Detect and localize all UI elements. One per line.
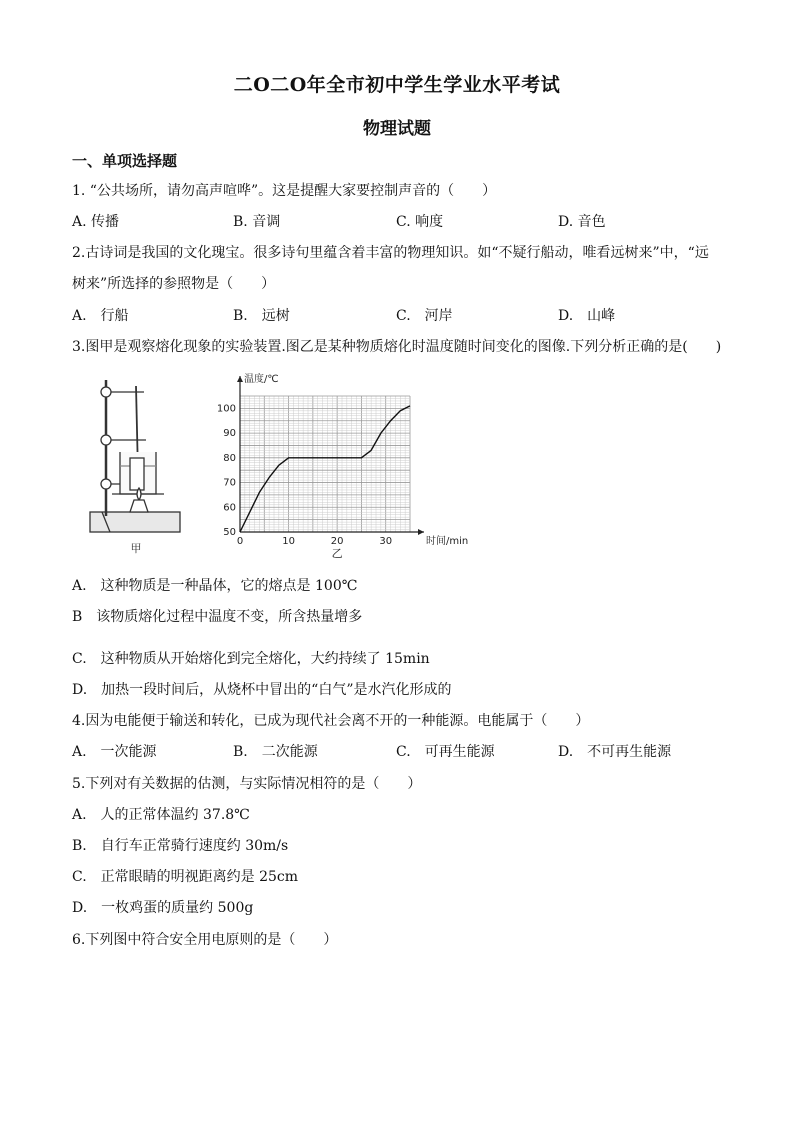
q5-option-c: C. 正常眼睛的明视距离约是 25cm (72, 869, 299, 885)
q2-option-d: D. 山峰 (558, 308, 616, 324)
q1-option-d: D. 音色 (558, 214, 606, 230)
q1-option-a: A. 传播 (72, 214, 120, 230)
temperature-curve (240, 406, 410, 532)
q4-option-b: B. 二次能源 (233, 744, 318, 760)
q3-option-a: A. 这种物质是一种晶体，它的熔点是 100℃ (72, 578, 358, 594)
question-2-stem-line1: 2.古诗词是我国的文化瑰宝。很多诗句里蕴含着丰富的物理知识。如“不疑行船动，唯看远树来”中，“远 (72, 245, 709, 261)
x-tick-label: 10 (282, 536, 295, 547)
y-axis-label: 温度/℃ (244, 374, 279, 385)
q4-option-c: C. 可再生能源 (396, 744, 495, 760)
question-1-stem: 1. “公共场所，请勿高声喧哗”。这是提醒大家要控制声音的（ ） (72, 183, 497, 199)
y-tick-label: 80 (223, 452, 236, 464)
q4-option-a: A. 一次能源 (72, 744, 157, 760)
apparatus-figure (90, 380, 180, 532)
figure-a-label: 甲 (130, 542, 142, 555)
exam-subtitle: 物理试题 (363, 119, 431, 139)
q3-option-b: B 该物质熔化过程中温度不变，所含热量增多 (72, 609, 363, 625)
q1-option-c: C. 响度 (396, 214, 444, 230)
q3-option-d: D. 加热一段时间后，从烧杯中冒出的“白气”是水汽化形成的 (72, 682, 452, 698)
question-3-stem: 3.图甲是观察熔化现象的实验装置.图乙是某种物质熔化时温度随时间变化的图像.下列分析正确的是( ) (72, 339, 722, 355)
section-heading: 一、单项选择题 (72, 152, 178, 170)
y-tick-label: 60 (223, 502, 236, 514)
q5-option-a: A. 人的正常体温约 37.8℃ (72, 807, 250, 823)
y-tick-label: 90 (223, 428, 236, 440)
q3-option-c: C. 这种物质从开始熔化到完全熔化，大约持续了 15min (72, 651, 430, 667)
q2-option-b: B. 远树 (233, 308, 290, 324)
y-tick-label: 100 (216, 403, 236, 415)
exam-title: 二O二O年全市初中学生学业水平考试 (233, 74, 561, 96)
temperature-chart (217, 372, 468, 560)
x-axis-arrow (418, 529, 424, 535)
question-3-figures (84, 366, 474, 564)
q4-option-d: D. 不可再生能源 (558, 744, 672, 760)
q1-option-b: B. 音调 (233, 214, 281, 230)
q2-option-c: C. 河岸 (396, 308, 453, 324)
x-tick-label: 30 (379, 536, 393, 547)
question-6-stem: 6.下列图中符合安全用电原则的是（ ） (72, 932, 338, 948)
q5-option-b: B. 自行车正常骑行速度约 30m/s (72, 838, 289, 854)
q5-option-d: D. 一枚鸡蛋的质量约 500g (72, 900, 254, 916)
figure-b-label: 乙 (331, 547, 343, 560)
y-tick-label: 70 (223, 477, 236, 489)
question-5-stem: 5.下列对有关数据的估测，与实际情况相符的是（ ） (72, 776, 422, 792)
question-2-stem-line2: 树来”所选择的参照物是（ ） (72, 276, 276, 292)
y-tick-label: 50 (223, 527, 236, 538)
x-tick-label: 0 (236, 536, 244, 547)
q2-option-a: A. 行船 (72, 308, 129, 324)
figure-svg (84, 366, 474, 564)
x-axis-label: 时间/min (426, 536, 469, 547)
y-axis-arrow (237, 376, 243, 382)
question-4-stem: 4.因为电能便于输送和转化，已成为现代社会离不开的一种能源。电能属于（ ） (72, 713, 590, 729)
x-tick-label: 20 (330, 536, 344, 547)
